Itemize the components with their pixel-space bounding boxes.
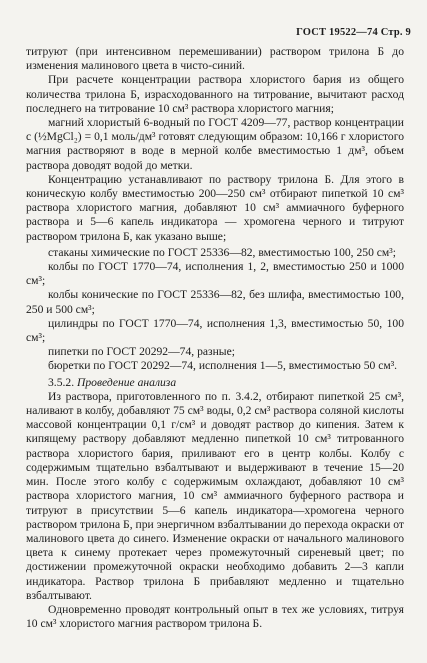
page-header: ГОСТ 19522—74 Стр. 9 (296, 27, 411, 38)
section-title: Проведение анализа (77, 375, 177, 389)
paragraph-12: Одновременно проводят контрольный опыт в тех же условиях, титруя 10 см³ хлористого магния раствором трилона Б. (26, 602, 404, 631)
paragraph-4: Концентрацию устанавливают по раствору трилона Б. Для этого в коническую колбу вместимостью 200—250 см³ отбирают пипеткой 10 см³ раствора хлористого магния, добавляют 10 см³ аммиачного буферного раствора и 5—6 капель индикатора — хромогена черного и титруют раствором трилона Б, как указано выше; (26, 172, 404, 243)
paragraph-7: колбы конические по ГОСТ 25336—82, без шлифа, вместимостью 100, 250 и 500 см³; (26, 288, 404, 316)
paragraph-1: титруют (при интенсивном перемешивании) раствором трилона Б до изменения малинового цвета в чисто-синий. (26, 45, 404, 73)
section-heading (26, 376, 404, 390)
paragraph-9: пипетки по ГОСТ 20292—74, разные; (48, 345, 235, 359)
document-body (26, 45, 404, 631)
paragraph-5: стаканы химические по ГОСТ 25336—82, вместимостью 100, 250 см³; (48, 245, 396, 259)
paragraph-11: Из раствора, приготовленного по п. 3.4.2, отбирают пипеткой 25 см³, наливают в колбу, добавляют 75 см³ воды, 0,2 см³ раствора соляной кислоты массовой концентрации 0,1 г/см³ и доводят раствор до кипения. Затем к кипящему раствору добавляют медленно пипеткой 10 см³ титрованного раствора хлористого бария, приливают его в центр колбы. Колбу с содержимым тщательно взбалтывают и выдерживают в течение 15—20 мин. После этого колбу с содержимым охлаждают, добавляют 10 см³ раствора хлористого магния, 10 см³ аммиачного буферного раствора и титруют в присутствии 5—6 капель индикатора—хромогена черного раствором трилона Б, при энергичном взбалтывании до перехода окраски от малинового цвета до синего. Изменение окраски от начального малинового цвета к синему протекает через промежуточный сиреневый цвет; по достижении промежуточной окраски необходимо добавить 2—3 капли индикатора. Раствор трилона Б прибавляют медленно и тщательно взбалтывают. (26, 389, 404, 602)
paragraph-2: При расчете концентрации раствора хлористого бария из общего количества трилона Б, израсходованного на титрование, вычитают расход последнего на титрование 10 см³ раствора хлористого магния; (26, 73, 404, 115)
paragraph-8: цилиндры по ГОСТ 1770—74, исполнения 1,3, вместимостью 50, 100 см³; (26, 316, 404, 345)
paragraph-6: колбы по ГОСТ 1770—74, исполнения 1, 2, вместимостью 250 и 1000 см³; (26, 260, 404, 288)
paragraph-10: бюретки по ГОСТ 20292—74, исполнения 1—5, вместимостью 50 см³. (48, 359, 398, 373)
section-number: 3.5.2. (48, 375, 75, 389)
paragraph-3: магний хлористый 6-водный по ГОСТ 4209—77, раствор концентрации c (½MgCl₂) = 0,1 моль/дм³ готовят следующим образом: 10,166 г хлористого магния растворяют в воде в мерной колбе вместимостью 1 дм³, объем раствора доводят водой до метки. (26, 116, 404, 172)
